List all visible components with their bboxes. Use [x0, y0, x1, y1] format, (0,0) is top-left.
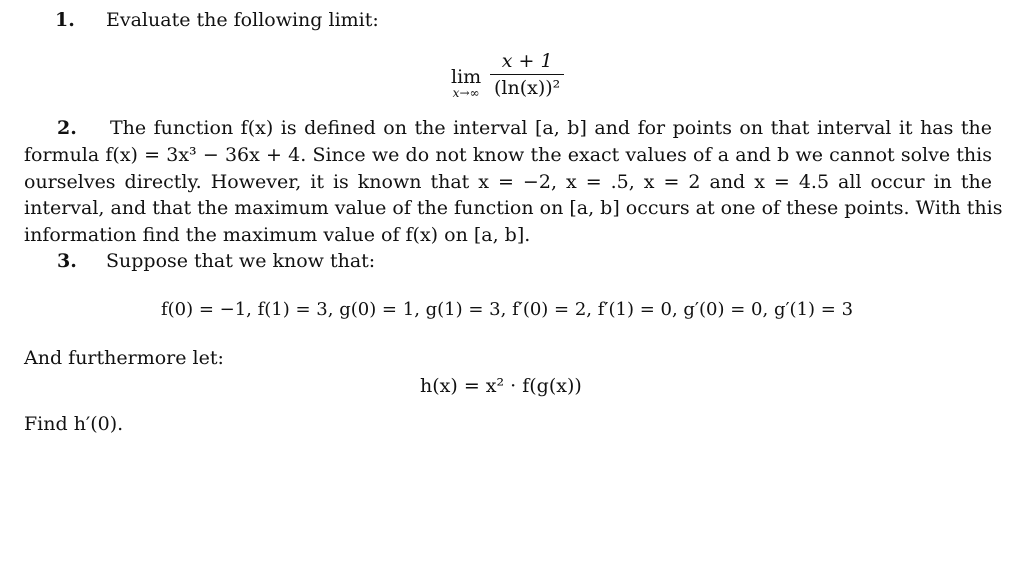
- problem-2-line-5: information find the maximum value of f(x) on [a, b].: [24, 224, 531, 246]
- problem-3-number: 3.: [57, 250, 77, 272]
- problem-2-line-1: The function f(x) is defined on the interval [a, b] and for points on that interval it has the: [110, 117, 992, 139]
- problem-2-number: 2.: [57, 117, 77, 139]
- problem-2-line-2: formula f(x) = 3x³ − 36x + 4. Since we do not know the exact values of a and b we cannot solve this: [24, 144, 992, 166]
- limit-fraction: [490, 50, 564, 99]
- limit-operator: [451, 66, 481, 100]
- problem-2-line-3: ourselves directly. However, it is known that x = −2, x = .5, x = 2 and x = 4.5 all occur in the: [24, 171, 992, 193]
- problem-1-prompt: Evaluate the following limit:: [106, 9, 379, 31]
- furthermore-text: And furthermore let:: [24, 347, 224, 369]
- given-values-equation: f(0) = −1, f(1) = 3, g(0) = 1, g(1) = 3, f′(0) = 2, f′(1) = 0, g′(0) = 0, g′(1) = 3: [160, 299, 854, 320]
- problem-3-prompt: Suppose that we know that:: [106, 250, 376, 272]
- find-derivative-text: Find h′(0).: [24, 413, 124, 435]
- h-definition-equation: h(x) = x² · f(g(x)): [420, 375, 582, 397]
- lim-word: lim: [451, 66, 482, 88]
- problem-2-line-4: interval, and that the maximum value of the function on [a, b] occurs at one of these points. With this: [24, 197, 1003, 219]
- limit-denominator: (ln(x))²: [494, 77, 561, 99]
- lim-subscript: x→∞: [452, 86, 480, 100]
- problem-1-number: 1.: [55, 9, 75, 31]
- limit-numerator: x + 1: [501, 50, 553, 72]
